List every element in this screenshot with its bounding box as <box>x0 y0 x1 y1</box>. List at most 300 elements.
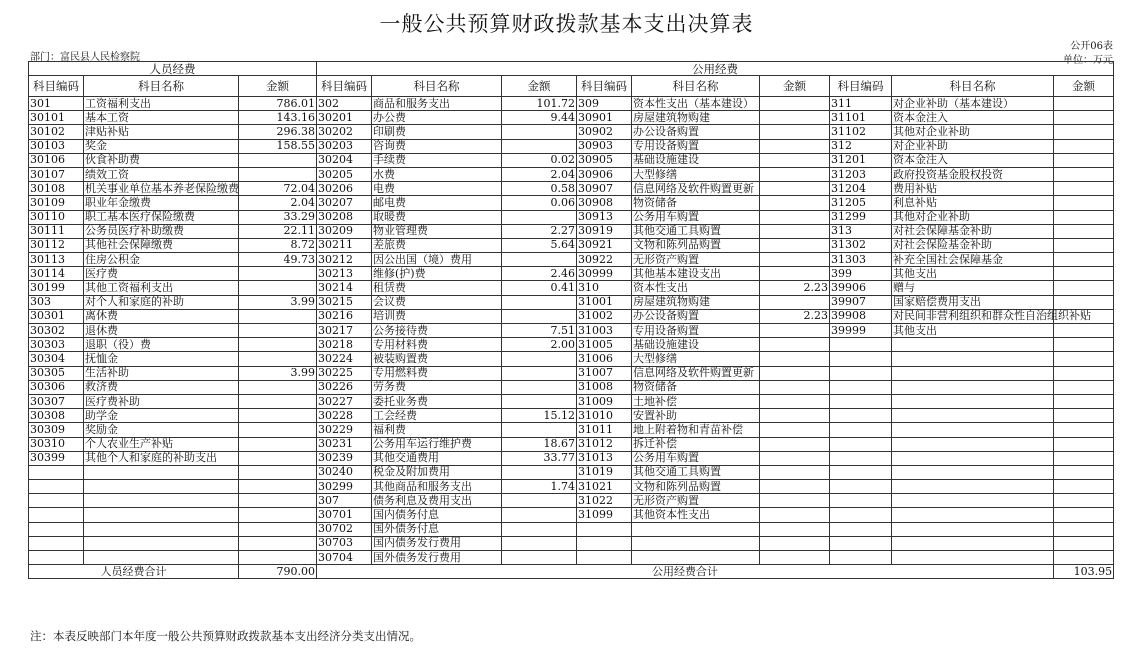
cell-name: 退职（役）费 <box>84 338 239 352</box>
cell-code: 30299 <box>317 480 372 494</box>
cell-name: 基本工资 <box>84 111 239 125</box>
cell-amount <box>1054 295 1114 309</box>
cell-code: 31012 <box>577 437 632 451</box>
cell-code: 30102 <box>29 125 84 139</box>
cell-amount <box>502 210 577 224</box>
cell-name: 办公设备购置 <box>632 125 760 139</box>
cell-name: 信息网络及软件购置更新 <box>632 366 760 380</box>
cell-name <box>892 522 1054 536</box>
cell-amount <box>1054 125 1114 139</box>
cell-code: 301 <box>29 97 84 111</box>
cell-code <box>830 494 892 508</box>
cell-code: 30229 <box>317 423 372 437</box>
table-row <box>29 338 1114 352</box>
cell-name <box>892 338 1054 352</box>
cell-code: 31011 <box>577 423 632 437</box>
cell-name: 医疗费 <box>84 267 239 281</box>
cell-code: 30901 <box>577 111 632 125</box>
cell-name: 资本性支出（基本建设） <box>632 97 760 111</box>
column-header-row <box>29 76 1114 97</box>
cell-code: 30112 <box>29 238 84 252</box>
cell-amount <box>239 522 317 536</box>
cell-code: 30999 <box>577 267 632 281</box>
page-title: 一般公共预算财政拨款基本支出决算表 <box>379 12 754 36</box>
cell-code: 31101 <box>830 111 892 125</box>
cell-name <box>892 423 1054 437</box>
cell-name: 专用设备购置 <box>632 139 760 153</box>
cell-name: 住房公积金 <box>84 253 239 267</box>
cell-code <box>830 480 892 494</box>
cell-code: 30204 <box>317 153 372 167</box>
table-row <box>29 281 1114 295</box>
cell-code: 30103 <box>29 139 84 153</box>
cell-amount <box>760 210 830 224</box>
cell-code: 30208 <box>317 210 372 224</box>
group-header-row <box>29 62 1114 76</box>
cell-amount: 2.00 <box>502 338 577 352</box>
cell-name: 国外债务付息 <box>372 522 502 536</box>
cell-code: 30213 <box>317 267 372 281</box>
cell-code: 31013 <box>577 451 632 465</box>
cell-code <box>830 352 892 366</box>
cell-name: 公务用车运行维护费 <box>372 437 502 451</box>
cell-name: 生活补助 <box>84 366 239 380</box>
cell-amount <box>1054 139 1114 153</box>
table-row <box>29 97 1114 111</box>
cell-name <box>892 551 1054 565</box>
personnel-total-value: 790.00 <box>239 565 317 579</box>
cell-code <box>830 451 892 465</box>
totals-row <box>29 565 1114 579</box>
cell-name: 土地补偿 <box>632 394 760 408</box>
cell-amount <box>760 324 830 338</box>
cell-amount <box>760 536 830 550</box>
cell-name: 取暖费 <box>372 210 502 224</box>
cell-name: 其他基本建设支出 <box>632 267 760 281</box>
cell-amount: 2.27 <box>502 224 577 238</box>
cell-code: 30905 <box>577 153 632 167</box>
col-amount-header: 金额 <box>760 76 830 97</box>
cell-name: 其他个人和家庭的补助支出 <box>84 451 239 465</box>
cell-name: 对企业补助 <box>892 139 1054 153</box>
table-row <box>29 210 1114 224</box>
cell-code <box>29 508 84 522</box>
cell-code: 30224 <box>317 352 372 366</box>
cell-amount <box>1054 196 1114 210</box>
cell-code: 30399 <box>29 451 84 465</box>
cell-amount <box>760 494 830 508</box>
cell-name <box>84 494 239 508</box>
cell-code: 31010 <box>577 409 632 423</box>
cell-amount <box>1054 394 1114 408</box>
cell-amount: 786.01 <box>239 97 317 111</box>
cell-amount <box>1054 522 1114 536</box>
cell-code: 30303 <box>29 338 84 352</box>
cell-name <box>892 508 1054 522</box>
cell-name: 基础设施建设 <box>632 338 760 352</box>
cell-name: 办公设备购置 <box>632 309 760 323</box>
cell-amount <box>502 508 577 522</box>
cell-code: 30906 <box>577 167 632 181</box>
cell-code: 30217 <box>317 324 372 338</box>
cell-name <box>892 536 1054 550</box>
cell-code: 31099 <box>577 508 632 522</box>
cell-amount <box>760 522 830 536</box>
cell-name: 公务用车购置 <box>632 210 760 224</box>
cell-name <box>84 480 239 494</box>
cell-code: 30226 <box>317 380 372 394</box>
cell-name: 电费 <box>372 182 502 196</box>
cell-code: 31003 <box>577 324 632 338</box>
cell-amount <box>239 409 317 423</box>
cell-amount <box>760 508 830 522</box>
table-row <box>29 480 1114 494</box>
table-row <box>29 309 1114 323</box>
cell-name: 物资储备 <box>632 196 760 210</box>
cell-amount <box>1054 338 1114 352</box>
cell-code: 39908 <box>830 309 892 323</box>
cell-code <box>830 508 892 522</box>
table-row <box>29 352 1114 366</box>
cell-name: 债务利息及费用支出 <box>372 494 502 508</box>
cell-name: 地上附着物和青苗补偿 <box>632 423 760 437</box>
cell-name: 会议费 <box>372 295 502 309</box>
cell-amount <box>502 309 577 323</box>
cell-code: 399 <box>830 267 892 281</box>
cell-name <box>892 451 1054 465</box>
cell-code: 30111 <box>29 224 84 238</box>
cell-name: 工会经费 <box>372 409 502 423</box>
cell-code: 31008 <box>577 380 632 394</box>
cell-code: 30211 <box>317 238 372 252</box>
cell-code: 30702 <box>317 522 372 536</box>
cell-code: 30304 <box>29 352 84 366</box>
cell-amount: 49.73 <box>239 253 317 267</box>
cell-amount <box>239 480 317 494</box>
cell-amount <box>1054 281 1114 295</box>
cell-code <box>29 494 84 508</box>
cell-name: 物资储备 <box>632 380 760 394</box>
cell-amount <box>760 551 830 565</box>
cell-code: 30240 <box>317 465 372 479</box>
cell-name <box>84 465 239 479</box>
col-name-header: 科目名称 <box>892 76 1054 97</box>
cell-name: 公务用车购置 <box>632 451 760 465</box>
cell-name: 对社会保障基金补助 <box>892 224 1054 238</box>
table-row <box>29 423 1114 437</box>
cell-amount <box>760 423 830 437</box>
cell-amount <box>502 494 577 508</box>
cell-code: 31007 <box>577 366 632 380</box>
cell-code: 31002 <box>577 309 632 323</box>
cell-name: 无形资产购置 <box>632 494 760 508</box>
cell-amount <box>1054 97 1114 111</box>
cell-name: 工资福利支出 <box>84 97 239 111</box>
cell-amount <box>760 224 830 238</box>
table-row <box>29 125 1114 139</box>
cell-code: 30101 <box>29 111 84 125</box>
cell-code: 311 <box>830 97 892 111</box>
cell-amount <box>1054 437 1114 451</box>
cell-code: 30701 <box>317 508 372 522</box>
cell-code: 30106 <box>29 153 84 167</box>
cell-code: 30215 <box>317 295 372 309</box>
table-row <box>29 494 1114 508</box>
cell-code: 31019 <box>577 465 632 479</box>
cell-name: 公务接待费 <box>372 324 502 338</box>
cell-name <box>84 551 239 565</box>
cell-amount: 9.44 <box>502 111 577 125</box>
cell-amount <box>760 366 830 380</box>
cell-name: 离休费 <box>84 309 239 323</box>
col-name-header: 科目名称 <box>632 76 760 97</box>
table-row <box>29 182 1114 196</box>
cell-amount <box>760 295 830 309</box>
table-row <box>29 267 1114 281</box>
cell-code: 30206 <box>317 182 372 196</box>
cell-amount: 0.06 <box>502 196 577 210</box>
cell-name: 职业年金缴费 <box>84 196 239 210</box>
table-row <box>29 238 1114 252</box>
cell-name: 其他对企业补助 <box>892 210 1054 224</box>
cell-name: 津贴补贴 <box>84 125 239 139</box>
cell-amount <box>239 352 317 366</box>
cell-amount: 2.04 <box>239 196 317 210</box>
cell-amount: 72.04 <box>239 182 317 196</box>
cell-code: 31006 <box>577 352 632 366</box>
cell-code: 30907 <box>577 182 632 196</box>
cell-code: 309 <box>577 97 632 111</box>
cell-amount <box>1054 451 1114 465</box>
cell-code: 39999 <box>830 324 892 338</box>
cell-amount <box>239 380 317 394</box>
cell-name <box>892 352 1054 366</box>
cell-code: 30908 <box>577 196 632 210</box>
cell-name: 劳务费 <box>372 380 502 394</box>
cell-name: 其他支出 <box>892 267 1054 281</box>
table-row <box>29 111 1114 125</box>
cell-name: 安置补助 <box>632 409 760 423</box>
cell-name: 资本金注入 <box>892 111 1054 125</box>
table-row <box>29 508 1114 522</box>
cell-code: 31203 <box>830 167 892 181</box>
cell-name: 对企业补助（基本建设） <box>892 97 1054 111</box>
cell-code <box>830 437 892 451</box>
cell-amount <box>239 338 317 352</box>
cell-amount <box>1054 409 1114 423</box>
cell-amount <box>239 394 317 408</box>
cell-code: 313 <box>830 224 892 238</box>
cell-code <box>830 366 892 380</box>
department-label: 部门：富民县人民检察院 <box>30 52 140 63</box>
table-row <box>29 465 1114 479</box>
cell-name: 专用材料费 <box>372 338 502 352</box>
cell-name: 费用补贴 <box>892 182 1054 196</box>
cell-code: 30218 <box>317 338 372 352</box>
cell-name: 其他社会保障缴费 <box>84 238 239 252</box>
cell-name: 文物和陈列品购置 <box>632 480 760 494</box>
cell-name <box>892 394 1054 408</box>
cell-code: 30113 <box>29 253 84 267</box>
cell-code <box>830 380 892 394</box>
cell-amount <box>760 167 830 181</box>
cell-name: 其他交通费用 <box>372 451 502 465</box>
cell-name: 对社会保险基金补助 <box>892 238 1054 252</box>
cell-name: 差旅费 <box>372 238 502 252</box>
col-code-header: 科目编码 <box>317 76 372 97</box>
cell-amount <box>1054 366 1114 380</box>
cell-amount <box>760 97 830 111</box>
cell-amount <box>760 338 830 352</box>
cell-amount: 2.23 <box>760 309 830 323</box>
cell-amount <box>760 238 830 252</box>
col-code-header: 科目编码 <box>29 76 84 97</box>
cell-code: 30207 <box>317 196 372 210</box>
cell-amount <box>1054 238 1114 252</box>
cell-amount <box>502 139 577 153</box>
cell-amount <box>760 437 830 451</box>
cell-amount <box>239 494 317 508</box>
cell-name <box>84 508 239 522</box>
cell-amount: 101.72 <box>502 97 577 111</box>
cell-name: 商品和服务支出 <box>372 97 502 111</box>
cell-amount <box>239 267 317 281</box>
cell-code: 30307 <box>29 394 84 408</box>
cell-name: 税金及附加费用 <box>372 465 502 479</box>
cell-amount <box>760 480 830 494</box>
cell-amount <box>1054 551 1114 565</box>
cell-name: 国内债务付息 <box>372 508 502 522</box>
cell-name: 无形资产购置 <box>632 253 760 267</box>
cell-code: 30310 <box>29 437 84 451</box>
cell-amount <box>239 167 317 181</box>
cell-name: 租赁费 <box>372 281 502 295</box>
cell-code: 31299 <box>830 210 892 224</box>
cell-code: 30309 <box>29 423 84 437</box>
cell-amount: 18.67 <box>502 437 577 451</box>
cell-code <box>830 338 892 352</box>
cell-amount: 2.23 <box>760 281 830 295</box>
cell-name: 其他对企业补助 <box>892 125 1054 139</box>
cell-code <box>29 465 84 479</box>
cell-amount: 3.99 <box>239 366 317 380</box>
cell-code <box>830 551 892 565</box>
table-row <box>29 409 1114 423</box>
cell-name <box>632 522 760 536</box>
cell-amount <box>502 125 577 139</box>
cell-amount <box>239 465 317 479</box>
col-amount-header: 金额 <box>502 76 577 97</box>
col-amount-header: 金额 <box>239 76 317 97</box>
cell-amount <box>760 153 830 167</box>
cell-name: 大型修缮 <box>632 352 760 366</box>
cell-code: 31001 <box>577 295 632 309</box>
cell-name: 职工基本医疗保险缴费 <box>84 210 239 224</box>
cell-name: 资本性支出 <box>632 281 760 295</box>
cell-code: 31303 <box>830 253 892 267</box>
cell-amount <box>239 551 317 565</box>
cell-name <box>892 409 1054 423</box>
cell-code: 30301 <box>29 309 84 323</box>
cell-code: 30919 <box>577 224 632 238</box>
cell-amount <box>502 394 577 408</box>
cell-amount: 22.11 <box>239 224 317 238</box>
cell-name: 对民间非营利组织和群众性自治组织补贴 <box>893 309 1092 323</box>
cell-code: 31021 <box>577 480 632 494</box>
cell-amount: 8.72 <box>239 238 317 252</box>
cell-amount: 15.12 <box>502 409 577 423</box>
cell-code: 30216 <box>317 309 372 323</box>
cell-code: 30110 <box>29 210 84 224</box>
cell-amount <box>502 551 577 565</box>
cell-amount: 1.74 <box>502 480 577 494</box>
cell-amount <box>502 522 577 536</box>
cell-amount: 33.29 <box>239 210 317 224</box>
cell-amount <box>1054 480 1114 494</box>
cell-amount <box>1054 423 1114 437</box>
cell-code <box>29 536 84 550</box>
cell-name: 物业管理费 <box>372 224 502 238</box>
cell-amount <box>1054 111 1114 125</box>
table-row <box>29 522 1114 536</box>
cell-amount <box>502 352 577 366</box>
cell-amount: 143.16 <box>239 111 317 125</box>
cell-name: 专用设备购置 <box>632 324 760 338</box>
cell-name <box>892 366 1054 380</box>
cell-code: 30921 <box>577 238 632 252</box>
cell-name: 印刷费 <box>372 125 502 139</box>
cell-amount <box>502 536 577 550</box>
cell-name: 房屋建筑物购建 <box>632 111 760 125</box>
cell-name: 其他交通工具购置 <box>632 224 760 238</box>
public-total-label: 公用经费合计 <box>317 565 1054 579</box>
cell-code: 302 <box>317 97 372 111</box>
cell-name <box>632 551 760 565</box>
table-row <box>29 324 1114 338</box>
cell-code: 30227 <box>317 394 372 408</box>
cell-amount <box>760 111 830 125</box>
cell-code: 307 <box>317 494 372 508</box>
cell-amount <box>1054 508 1114 522</box>
cell-name: 咨询费 <box>372 139 502 153</box>
cell-amount <box>239 536 317 550</box>
cell-code <box>830 423 892 437</box>
cell-code: 30212 <box>317 253 372 267</box>
cell-code: 39907 <box>830 295 892 309</box>
cell-code: 30209 <box>317 224 372 238</box>
col-name-header: 科目名称 <box>84 76 239 97</box>
cell-code: 30703 <box>317 536 372 550</box>
cell-name: 资本金注入 <box>892 153 1054 167</box>
cell-name: 其他商品和服务支出 <box>372 480 502 494</box>
cell-amount <box>1054 153 1114 167</box>
cell-code: 31102 <box>830 125 892 139</box>
cell-amount: 2.04 <box>502 167 577 181</box>
cell-name: 国外债务发行费用 <box>372 551 502 565</box>
cell-code <box>830 465 892 479</box>
cell-amount <box>760 352 830 366</box>
cell-amount: 33.77 <box>502 451 577 465</box>
cell-code: 30902 <box>577 125 632 139</box>
cell-name: 其他工资福利支出 <box>84 281 239 295</box>
cell-name: 利息补贴 <box>892 196 1054 210</box>
cell-code: 30704 <box>317 551 372 565</box>
cell-code <box>830 394 892 408</box>
table-row <box>29 224 1114 238</box>
cell-amount <box>760 253 830 267</box>
cell-code: 31009 <box>577 394 632 408</box>
cell-code: 31022 <box>577 494 632 508</box>
